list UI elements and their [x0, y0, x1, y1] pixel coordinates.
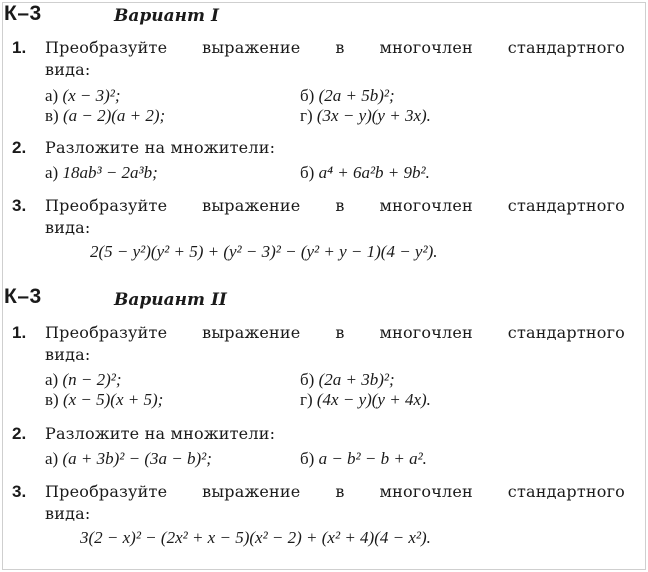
item-label: б)	[300, 370, 315, 389]
word: стандартного	[507, 196, 625, 215]
v1-task3-formula	[90, 242, 438, 262]
v2-task2-item-b	[300, 449, 427, 469]
v1-task1-item-a	[45, 86, 121, 106]
item-expr: (4x − y)(y + 4x).	[316, 390, 431, 409]
v1-task3-text-line2: вида:	[45, 218, 91, 237]
word: многочлен	[379, 482, 473, 501]
v2-task1-number: 1.	[12, 323, 27, 342]
v2-task3-text-line2: вида:	[45, 504, 91, 523]
item-label: б)	[300, 449, 315, 468]
v2-task1-item-b	[300, 370, 395, 390]
item-expr: a⁴ + 6a²b + 9b².	[318, 163, 430, 182]
formula-expr: 2(5 − y²)(y² + 5) + (y² − 3)² − (y² + y − 1)(4 − y²).	[90, 242, 438, 261]
v1-task1-item-b	[300, 86, 395, 106]
word: многочлен	[379, 38, 473, 57]
item-expr: 18ab³ − 2a³b;	[62, 163, 158, 182]
item-expr: (a − 2)(a + 2);	[62, 106, 166, 125]
v2-task2-item-a	[45, 449, 212, 469]
item-expr: a − b² − b + a².	[318, 449, 427, 468]
v1-task2-item-b	[300, 163, 430, 183]
item-expr: (x − 3)²;	[62, 86, 121, 105]
v2-task2-text: Разложите на множители:	[45, 424, 276, 443]
variant2-code: К–3	[4, 285, 42, 308]
variant1-title: Вариант I	[114, 6, 219, 26]
word: многочлен	[379, 196, 473, 215]
item-label: а)	[45, 370, 59, 389]
v1-task1-item-g	[300, 106, 431, 126]
item-expr: (3x − y)(y + 3x).	[316, 106, 431, 125]
word: выражение	[202, 196, 301, 215]
v2-task1-item-v	[45, 390, 163, 410]
item-expr: (2a + 3b)²;	[318, 370, 395, 389]
v1-task3-number: 3.	[12, 196, 27, 215]
item-label: б)	[300, 86, 315, 105]
word: многочлен	[379, 323, 473, 342]
v2-task1-text-line2: вида:	[45, 345, 91, 364]
v2-task1-item-a	[45, 370, 122, 390]
item-expr: (n − 2)²;	[62, 370, 122, 389]
word: в	[335, 482, 345, 501]
v1-task2-text: Разложите на множители:	[45, 138, 276, 157]
word: выражение	[202, 38, 301, 57]
word: выражение	[202, 323, 301, 342]
item-label: в)	[45, 390, 59, 409]
word: Преобразуйте	[45, 196, 168, 215]
v1-task1-text-line2: вида:	[45, 60, 91, 79]
item-label: а)	[45, 449, 59, 468]
variant2-title: Вариант II	[114, 290, 227, 310]
v1-task2-item-a	[45, 163, 158, 183]
v1-task1-text-line1	[45, 38, 625, 57]
word: Преобразуйте	[45, 323, 168, 342]
item-expr: (x − 5)(x + 5);	[62, 390, 164, 409]
word: в	[335, 196, 345, 215]
v1-task1-item-v	[45, 106, 165, 126]
item-expr: (a + 3b)² − (3a − b)²;	[62, 449, 212, 468]
word: стандартного	[507, 38, 625, 57]
word: стандартного	[507, 323, 625, 342]
v2-task3-text-line1	[45, 482, 625, 501]
v1-task2-number: 2.	[12, 138, 27, 157]
word: стандартного	[507, 482, 625, 501]
v2-task1-text-line1	[45, 323, 625, 342]
word: Преобразуйте	[45, 38, 168, 57]
item-label: г)	[300, 390, 313, 409]
item-label: а)	[45, 163, 59, 182]
v1-task3-text-line1	[45, 196, 625, 215]
v2-task2-number: 2.	[12, 424, 27, 443]
v1-task1-number: 1.	[12, 38, 27, 57]
variant1-code: К–3	[4, 2, 42, 25]
item-label: б)	[300, 163, 315, 182]
item-label: а)	[45, 86, 59, 105]
word: в	[335, 38, 345, 57]
word: в	[335, 323, 345, 342]
item-label: в)	[45, 106, 59, 125]
v2-task3-number: 3.	[12, 482, 27, 501]
word: Преобразуйте	[45, 482, 168, 501]
v2-task1-item-g	[300, 390, 431, 410]
item-expr: (2a + 5b)²;	[318, 86, 395, 105]
word: выражение	[202, 482, 301, 501]
item-label: г)	[300, 106, 313, 125]
formula-expr: 3(2 − x)² − (2x² + x − 5)(x² − 2) + (x² + 4)(4 − x²).	[80, 528, 431, 547]
v2-task3-formula	[80, 528, 431, 548]
